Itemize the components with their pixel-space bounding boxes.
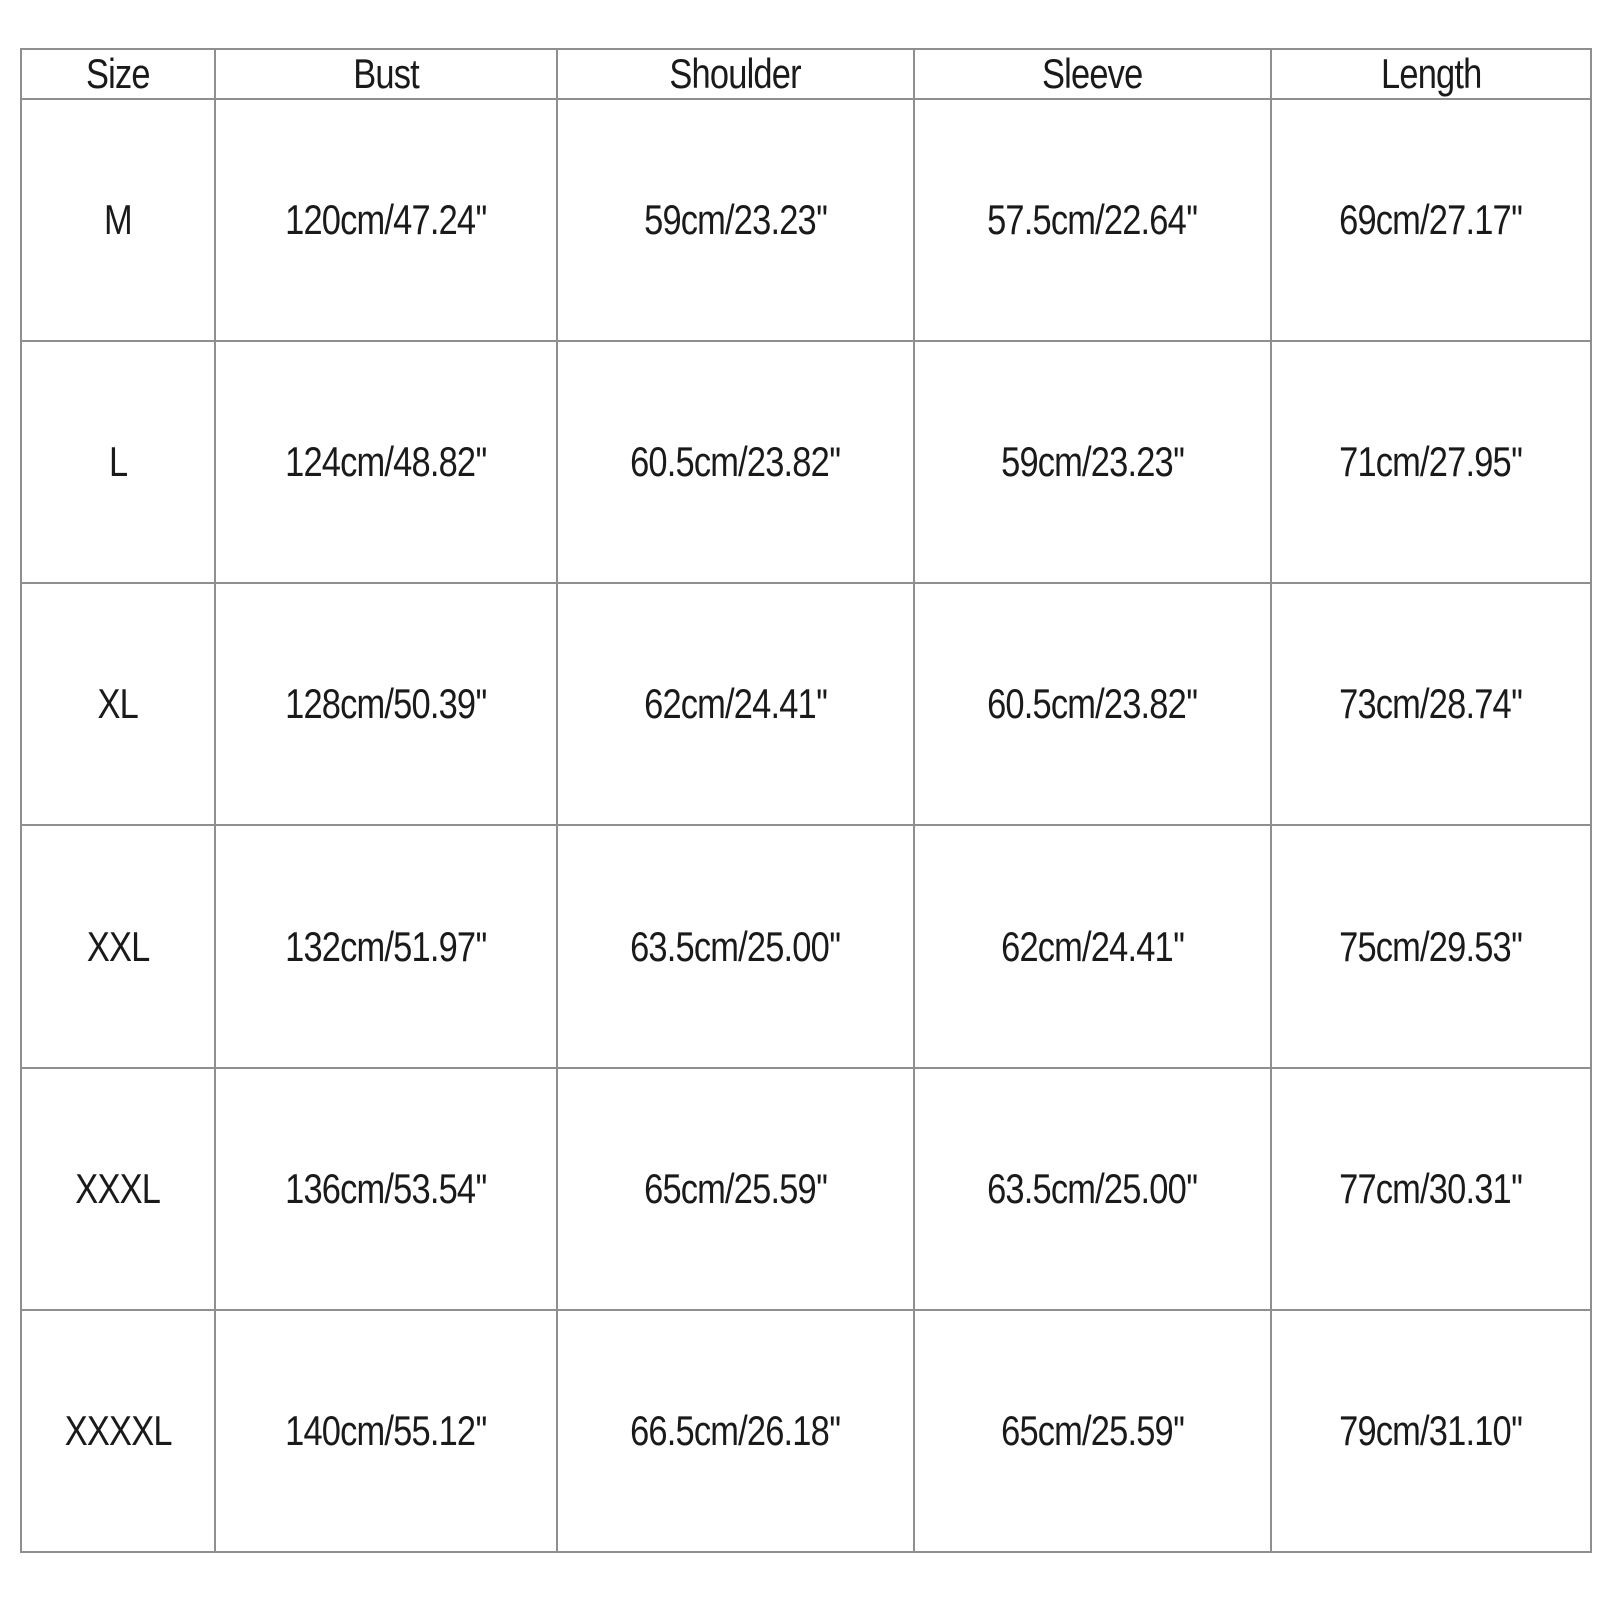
cell-sleeve: 60.5cm/23.82'': [914, 583, 1271, 825]
cell-sleeve: 57.5cm/22.64'': [914, 99, 1271, 341]
header-row: [21, 49, 1591, 99]
cell-bust: 124cm/48.82'': [215, 341, 557, 583]
cell-length: 79cm/31.10'': [1271, 1310, 1591, 1552]
cell-shoulder: 65cm/25.59'': [557, 1068, 914, 1310]
cell-bust: 132cm/51.97'': [215, 825, 557, 1067]
cell-sleeve: 59cm/23.23'': [914, 341, 1271, 583]
cell-sleeve: 65cm/25.59'': [914, 1310, 1271, 1552]
cell-shoulder: 59cm/23.23'': [557, 99, 914, 341]
cell-size: L: [21, 341, 215, 583]
header-shoulder: Shoulder: [557, 49, 914, 99]
table-row: [21, 99, 1591, 341]
cell-length: 71cm/27.95'': [1271, 341, 1591, 583]
cell-shoulder: 66.5cm/26.18'': [557, 1310, 914, 1552]
cell-length: 73cm/28.74'': [1271, 583, 1591, 825]
cell-size: XXXXL: [21, 1310, 215, 1552]
table-row: [21, 583, 1591, 825]
cell-size: XXL: [21, 825, 215, 1067]
cell-shoulder: 63.5cm/25.00'': [557, 825, 914, 1067]
cell-size: XL: [21, 583, 215, 825]
cell-length: 77cm/30.31'': [1271, 1068, 1591, 1310]
header-bust: Bust: [215, 49, 557, 99]
cell-shoulder: 60.5cm/23.82'': [557, 341, 914, 583]
cell-shoulder: 62cm/24.41'': [557, 583, 914, 825]
size-chart-table: [20, 48, 1592, 1553]
header-length: Length: [1271, 49, 1591, 99]
cell-bust: 140cm/55.12'': [215, 1310, 557, 1552]
table-row: [21, 1068, 1591, 1310]
cell-bust: 120cm/47.24'': [215, 99, 557, 341]
cell-sleeve: 63.5cm/25.00'': [914, 1068, 1271, 1310]
cell-size: XXXL: [21, 1068, 215, 1310]
cell-length: 75cm/29.53'': [1271, 825, 1591, 1067]
cell-length: 69cm/27.17'': [1271, 99, 1591, 341]
header-sleeve: Sleeve: [914, 49, 1271, 99]
cell-size: M: [21, 99, 215, 341]
header-size: Size: [21, 49, 215, 99]
cell-bust: 128cm/50.39'': [215, 583, 557, 825]
cell-bust: 136cm/53.54'': [215, 1068, 557, 1310]
cell-sleeve: 62cm/24.41'': [914, 825, 1271, 1067]
table-row: [21, 825, 1591, 1067]
table-row: [21, 1310, 1591, 1552]
table-row: [21, 341, 1591, 583]
